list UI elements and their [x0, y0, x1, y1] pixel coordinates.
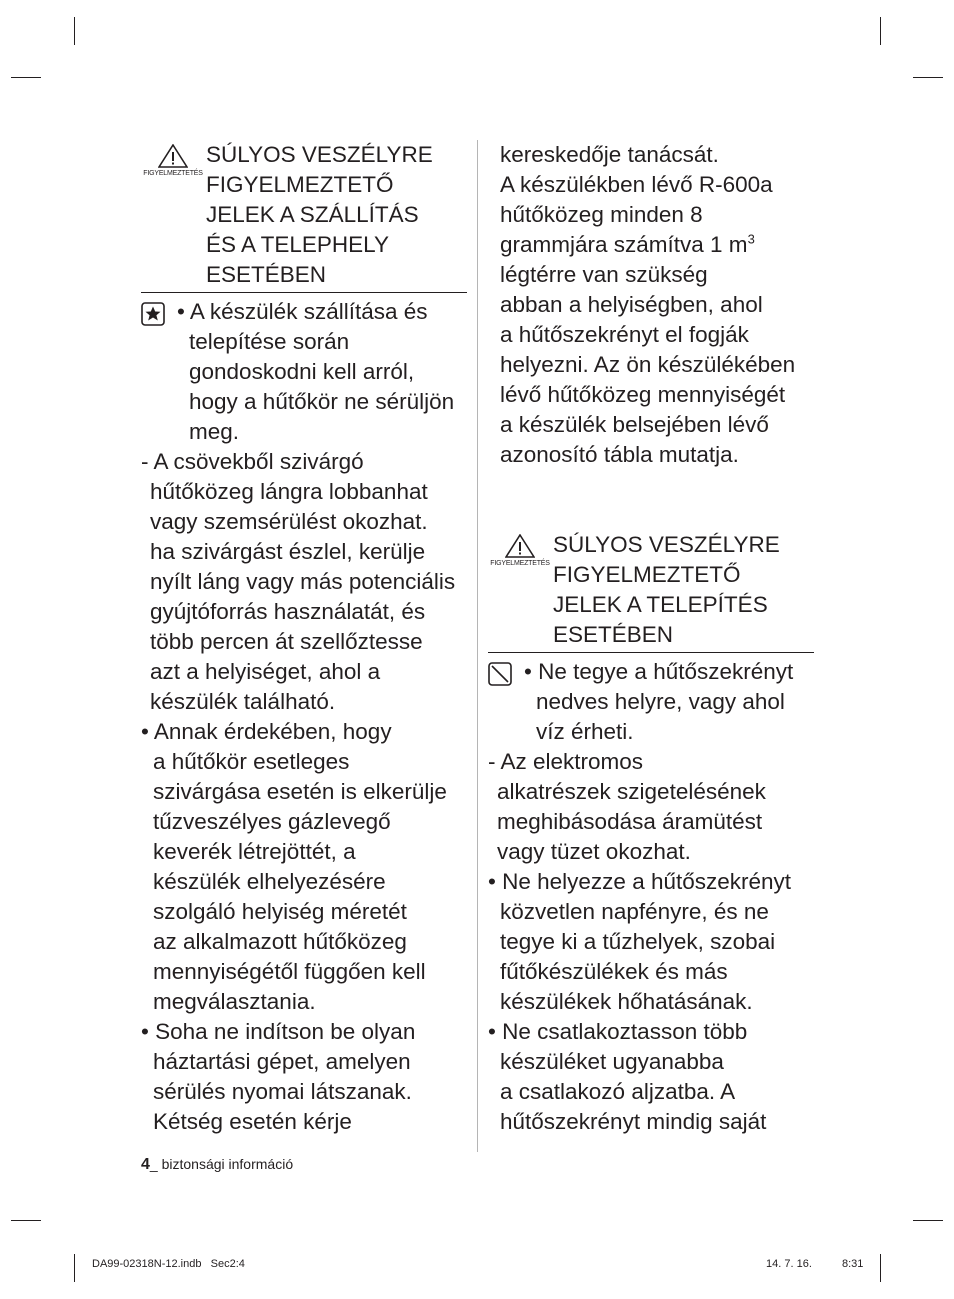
text-line: • Soha ne indítson be olyan [141, 1019, 416, 1044]
prohibited-icon [488, 662, 512, 686]
crop-mark [913, 77, 943, 78]
text-line: telepítése során [189, 329, 350, 354]
crop-mark [913, 1220, 943, 1221]
text-line: sérülés nyomai látszanak. [153, 1079, 412, 1104]
list-item [141, 717, 467, 1017]
text-line: légtérre van szükség [500, 262, 708, 287]
text-line: nyílt láng vagy más potenciális [150, 569, 456, 594]
text-line: - A csövekből szivárgó [141, 449, 364, 474]
page-footer [141, 1154, 293, 1175]
heading-line: JELEK A TELEPÍTÉS [553, 592, 768, 617]
print-slug-time: 8:31 [842, 1258, 864, 1270]
text-span: grammjára számítva 1 m [500, 232, 748, 257]
text-line: megválasztania. [153, 989, 316, 1014]
text-line: tegye ki a tűzhelyek, szobai [500, 929, 776, 954]
text-line: alkatrészek szigetelésének [497, 779, 766, 804]
text-line: fűtőkészülékek és más [500, 959, 728, 984]
text-line: nedves helyre, vagy ahol [536, 689, 785, 714]
star-in-box-icon [141, 302, 165, 326]
text-line: meghibásodása áramütést [497, 809, 763, 834]
text-line: tűzveszélyes gázlevegő [153, 809, 391, 834]
continued-text [488, 140, 814, 470]
text-line: szivárgása esetén is elkerülje [153, 779, 447, 804]
text-line: készülék elhelyezésére [153, 869, 386, 894]
heading-line: ESETÉBEN [553, 622, 674, 647]
warning-label [141, 144, 205, 178]
text-line: ha szivárgást észlel, kerülje [150, 539, 426, 564]
text-line: gondoskodni kell arról, [189, 359, 415, 384]
column-divider [477, 140, 478, 1152]
text-line: víz érheti. [536, 719, 634, 744]
crop-mark [11, 1220, 41, 1221]
warning-label-text: FIGYELMEZTETÉS [143, 170, 203, 177]
text-line: A készülékben lévő R-600a [500, 172, 773, 197]
text-line: hűtőközeg lángra lobbanhat [150, 479, 428, 504]
heading-line: ESETÉBEN [206, 262, 327, 287]
text-line: lévő hűtőközeg mennyiségét [500, 382, 786, 407]
list-item [488, 657, 814, 747]
warning-triangle-icon [158, 144, 188, 168]
text-line: az alkalmazott hűtőközeg [153, 929, 407, 954]
list-item [488, 867, 814, 1017]
print-slug-file: DA99-02318N-12.indb Sec2:4 [92, 1258, 245, 1270]
text-line: közvetlen napfényre, és ne [500, 899, 769, 924]
crop-mark [880, 1254, 881, 1282]
text-line: készülékek hőhatásának. [500, 989, 753, 1014]
crop-mark [74, 1254, 75, 1282]
warning-label [488, 534, 552, 568]
text-line: • Annak érdekében, hogy [141, 719, 392, 744]
footer-separator: _ [149, 1156, 162, 1172]
text-line: • Ne tegye a hűtőszekrényt [524, 659, 794, 684]
heading-line: JELEK A SZÁLLÍTÁS [206, 202, 419, 227]
text-line: több percen át szellőztesse [150, 629, 423, 654]
section-heading-transport [141, 140, 467, 293]
text-line: mennyiségétől függően kell [153, 959, 426, 984]
text-line: Kétség esetén kérje [153, 1109, 352, 1134]
right-column [488, 140, 814, 1137]
left-column [141, 140, 467, 1137]
text-line: • A készülék szállítása és [177, 299, 428, 324]
text-line: kereskedője tanácsát. [500, 142, 719, 167]
list-item [488, 1017, 814, 1137]
text-line: • Ne csatlakoztasson több [488, 1019, 748, 1044]
crop-mark [880, 17, 881, 45]
text-line: vagy szemsérülést okozhat. [150, 509, 428, 534]
text-line: keverék létrejöttét, a [153, 839, 356, 864]
text-line: háztartási gépet, amelyen [153, 1049, 411, 1074]
text-line: a csatlakozó aljzatba. A [500, 1079, 736, 1104]
list-item [141, 447, 467, 717]
text-line [500, 230, 814, 260]
text-line: szolgáló helyiség méretét [153, 899, 407, 924]
superscript: 3 [747, 231, 755, 247]
text-line: • Ne helyezze a hűtőszekrényt [488, 869, 792, 894]
crop-mark [74, 17, 75, 45]
list-item [141, 297, 467, 447]
list-item [488, 747, 814, 867]
text-line: hűtőközeg minden 8 [500, 202, 703, 227]
heading-line: ÉS A TELEPHELY [206, 232, 390, 257]
text-line: készüléket ugyanabba [500, 1049, 724, 1074]
footer-section: biztonsági információ [161, 1156, 294, 1172]
text-line: meg. [189, 419, 240, 444]
heading-line: FIGYELMEZTETŐ [553, 562, 741, 587]
heading-line: SÚLYOS VESZÉLYRE [206, 142, 433, 167]
print-slug-date: 14. 7. 16. [766, 1258, 812, 1270]
text-line: hűtőszekrényt mindig saját [500, 1109, 767, 1134]
text-line: hogy a hűtőkör ne sérüljön [189, 389, 455, 414]
heading-line: FIGYELMEZTETŐ [206, 172, 394, 197]
text-line: azt a helyiséget, ahol a [150, 659, 381, 684]
text-line: gyújtóforrás használatát, és [150, 599, 426, 624]
text-line: - Az elektromos [488, 749, 644, 774]
text-line: abban a helyiségben, ahol [500, 292, 763, 317]
heading-line: SÚLYOS VESZÉLYRE [553, 532, 780, 557]
text-line: a hűtőszekrényt el fogják [500, 322, 749, 347]
crop-mark [11, 77, 41, 78]
text-line: a készülék belsejében lévő [500, 412, 769, 437]
warning-label-text: FIGYELMEZTETÉS [490, 560, 550, 567]
list-item [141, 1017, 467, 1137]
warning-triangle-icon [505, 534, 535, 558]
page-number: 4 [141, 1156, 150, 1173]
text-line: helyezni. Az ön készülékében [500, 352, 796, 377]
text-line: azonosító tábla mutatja. [500, 442, 739, 467]
section-heading-installation [488, 530, 814, 653]
text-line: a hűtőkör esetleges [153, 749, 350, 774]
text-line: vagy tüzet okozhat. [497, 839, 691, 864]
text-line: készülék található. [150, 689, 336, 714]
